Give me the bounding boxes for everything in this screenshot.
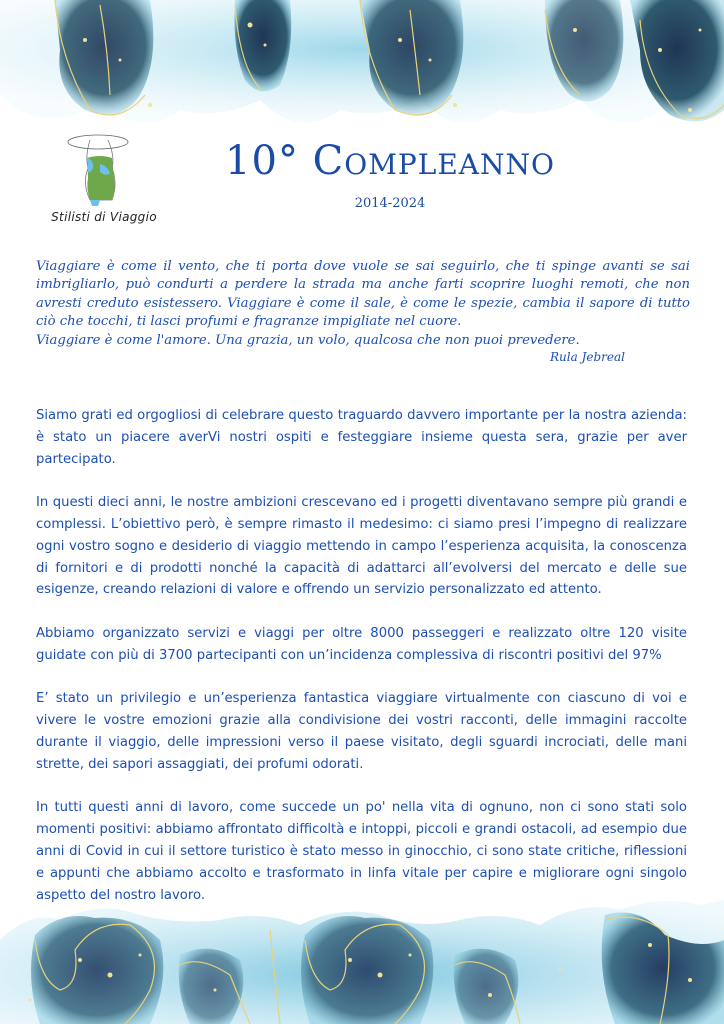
watercolor-top-art [0, 0, 724, 130]
body-paragraph: In tutti questi anni di lavoro, come succede un po' nella vita di ognuno, non ci sono stati solo momenti positivi: abbiamo affrontato difficoltà e intoppi, piccoli e grandi ostacoli, ad esempio due anni di Covid in cui il settore turistico è stato messo in ginocchio, ci sono state critiche, riflessioni e appunti che abbiamo accolto e trasformato in linfa vitale per capire e migliorare ogni singolo aspetto del nostro lavoro. [36, 800, 687, 903]
quote-signature: Rula Jebreal [550, 350, 625, 364]
body-paragraph: Siamo grati ed orgogliosi di celebrare questo traguardo davvero importante per la nostra azienda: è stato un piacere averVi nostri ospiti e festeggiare insieme questa sera, grazie per aver partecipato. [36, 408, 687, 467]
watercolor-border-top [0, 0, 724, 130]
company-logo [44, 128, 164, 238]
watercolor-border-bottom [0, 880, 724, 1024]
traveler-silhouette-map-icon [60, 128, 140, 208]
travel-quote [36, 258, 690, 350]
watercolor-bottom-art [0, 880, 724, 1024]
years-subtitle: 2014-2024 [354, 196, 426, 211]
body-paragraph: In questi dieci anni, le nostre ambizioni crescevano ed i progetti diventavano sempre più grandi e complessi. L’obiettivo però, è sempre rimasto il medesimo: ci siamo presi l’impegno di realizzare ogni vostro sogno e desiderio di viaggio mettendo in campo l’esperienza acquisita, la conoscenza di fornitori e di prodotti nonché la capacità di adattarci all’evolversi del mercato e delle sue esigenze, creando relazioni di valore e offrendo un servizio personalizzato ed attento. [36, 495, 687, 598]
quote-line: Viaggiare è come il vento, che ti porta dove vuole se sai seguirlo, che ti spinge avanti se sai imbrigliarlo, può condurti a perdere la strada ma anche farti scoprire luoghi remoti, che non avresti creduto esistessero. Viaggiare è come il sale, è come le spezie, cambia il sapore di tutto ciò che tocchi, ti lasci profumi e fragranze impigliate nel cuore. [36, 259, 690, 330]
logo-text: Stilisti di Viaggio [51, 210, 157, 224]
body-paragraph: E’ stato un privilegio e un’esperienza fantastica viaggiare virtualmente con ciascuno di voi e vivere le vostre emozioni grazie alla condivisione dei vostri racconti, delle immagini raccolte durante il viaggio, delle impressioni verso il paese visitato, degli sguardi incrociati, delle mani strette, dei sapori assaggiati, dei profumi odorati. [36, 691, 687, 772]
quote-line: Viaggiare è come l'amore. Una grazia, un volo, qualcosa che non puoi prevedere. [36, 332, 580, 348]
body-paragraph: Abbiamo organizzato servizi e viaggi per oltre 8000 passeggeri e realizzato oltre 120 visite guidate con più di 3700 partecipanti con un’incidenza complessiva di riscontri positivi del 97% [36, 625, 687, 663]
letter-body [36, 405, 687, 928]
page-title: 10° Compleanno [225, 138, 555, 184]
